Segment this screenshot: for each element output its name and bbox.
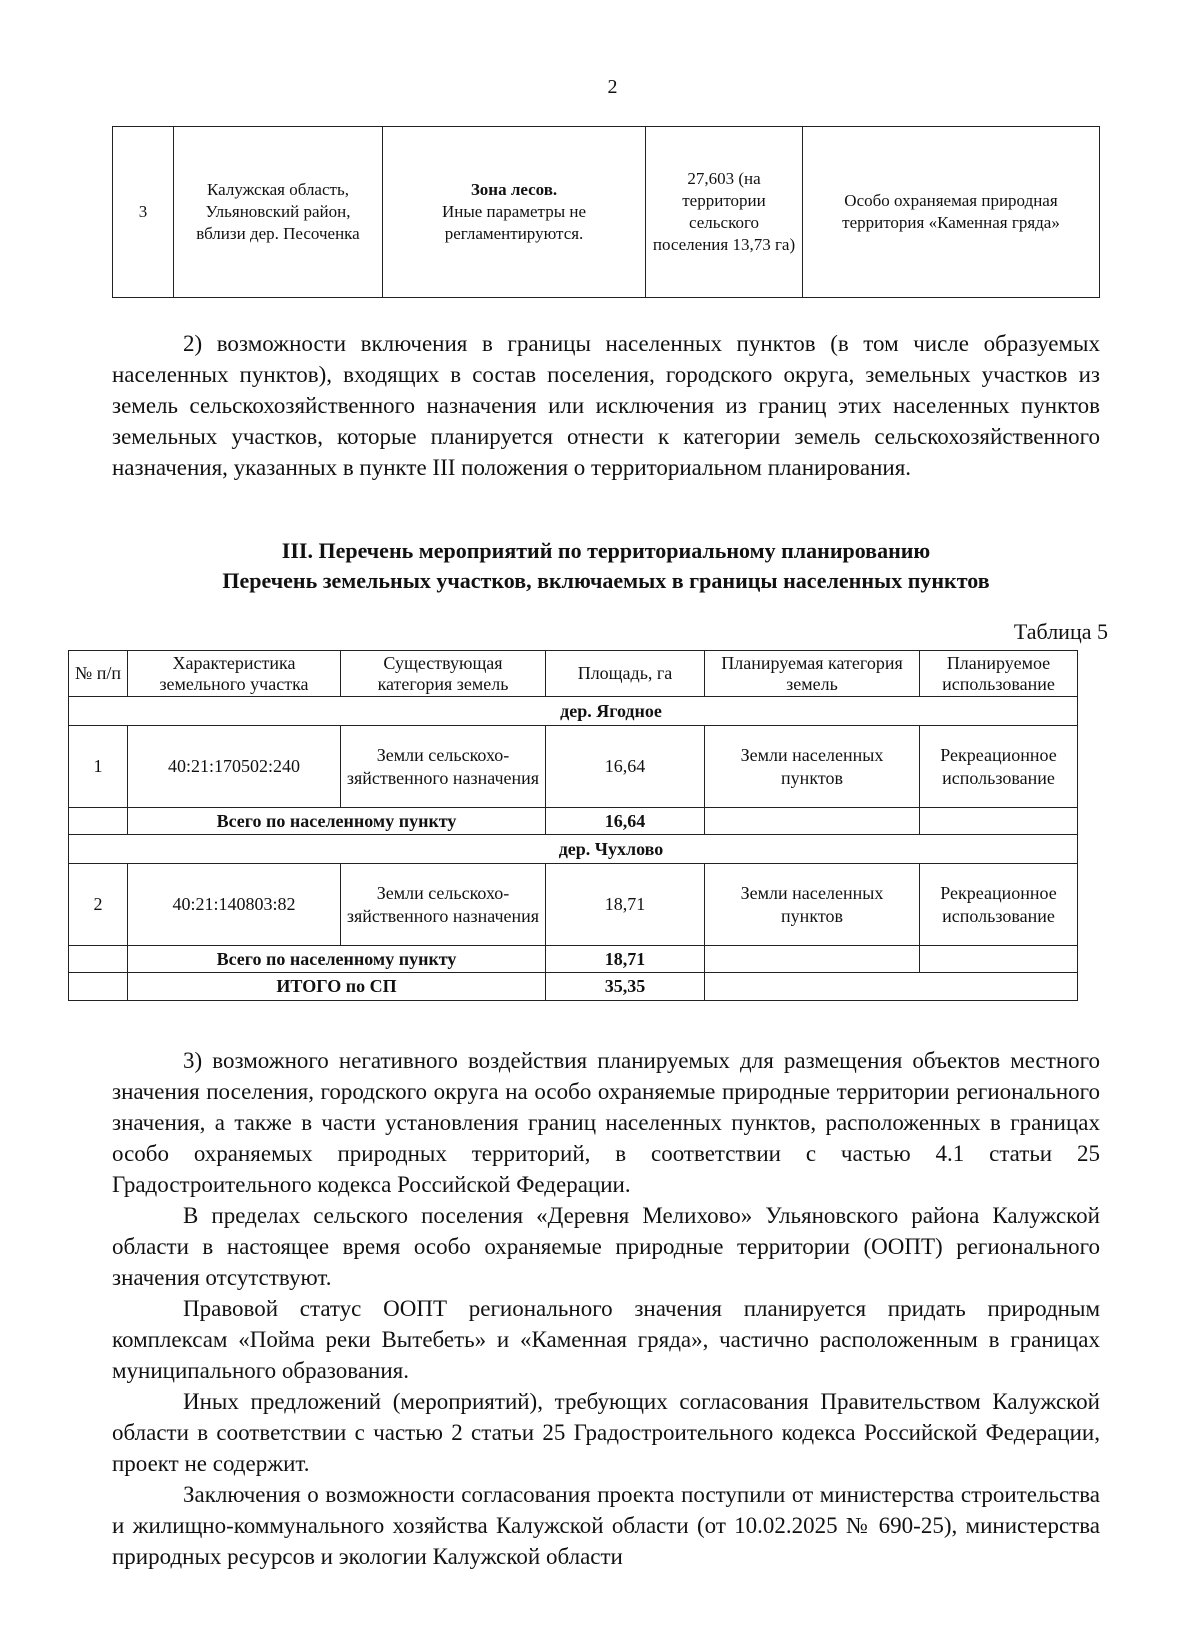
zone-title: Зона лесов.	[470, 180, 558, 199]
header-current-category: Существующая категория земель	[341, 651, 546, 697]
empty-cell	[920, 946, 1078, 973]
paragraph-item-2: 2) возможности включения в границы населенных пунктов (в том числе образуемых населенных пунктов), входящих в состав поселения, городского округа, земельных участков из земель сельскохозяйственного назначения или исключения из границ этих населенных пунктов земельных участков, которые планируется отнести к категории земель сельскохозяйственного назначения, указанных в пункте III положения о территориальном планирования.	[112, 331, 1100, 480]
land-zone-table-continuation	[112, 126, 1100, 298]
section-heading: III. Перечень мероприятий по территориальному планированию	[281, 538, 931, 563]
paragraph-oopt-absent: В пределах сельского поселения «Деревня Мелихово» Ульяновского района Калужской области в настоящее время особо охраняемые природные территории (ООПТ) регионального значения отсутствуют.	[112, 1203, 1100, 1290]
subtotal-value: 18,71	[546, 946, 705, 973]
empty-cell	[920, 808, 1078, 835]
empty-cell	[705, 973, 1078, 1001]
section-subheading: Перечень земельных участков, включаемых в границы населенных пунктов	[222, 568, 990, 593]
header-planned-category: Планируемая категория земель	[705, 651, 920, 697]
parcel-cell: 40:21:170502:240	[128, 726, 341, 808]
row-number-cell: 3	[113, 127, 174, 298]
grand-total-row	[69, 973, 1078, 1001]
land-parcels-table	[68, 650, 1078, 1001]
header-parcel: Характеристика земельного участка	[128, 651, 341, 697]
usage-cell: Рекреационное использование	[920, 864, 1078, 946]
paragraph-other-proposals: Иных предложений (мероприятий), требующих согласования Правительством Калужской области в соответствии с частью 2 статьи 25 Градостроительного кодекса Российской Федерации, проект не содержит.	[112, 1389, 1100, 1476]
zone-cell	[383, 127, 646, 298]
empty-cell	[69, 808, 128, 835]
table-row	[69, 864, 1078, 946]
grand-total-value: 35,35	[546, 973, 705, 1001]
settlement-name: дер. Чухлово	[69, 835, 1078, 864]
parcel-cell: 40:21:140803:82	[128, 864, 341, 946]
table-row	[69, 726, 1078, 808]
planned-category-cell: Земли населенных пунктов	[705, 864, 920, 946]
group-row	[69, 835, 1078, 864]
table-caption: Таблица 5	[1013, 619, 1108, 644]
area-cell: 18,71	[546, 864, 705, 946]
paragraph-conclusions: Заключения о возможности согласования проекта поступили от министерства строительства и жилищно-коммунального хозяйства Калужской области (от 10.02.2025 № 690-25), министерства природных ресурсов и экологии Калужской области	[112, 1482, 1100, 1569]
paragraph-item-3: 3) возможного негативного воздействия планируемых для размещения объектов местного значения поселения, городского округа на особо охраняемые природные территории регионального значения, а также в части установления границ населенных пунктов, расположенных в границах особо охраняемых природных территорий, в соответствии с частью 4.1 статьи 25 Градостроительного кодекса Российской Федерации.	[112, 1048, 1100, 1197]
current-category-cell: Земли сельскохо-зяйственного назначения	[341, 864, 546, 946]
header-usage: Планируемое использование	[920, 651, 1078, 697]
page-number: 2	[607, 76, 618, 98]
settlement-name: дер. Ягодное	[69, 697, 1078, 726]
note-cell: Особо охраняемая природная территория «Каменная гряда»	[803, 127, 1100, 298]
header-area: Площадь, га	[546, 651, 705, 697]
grand-total-label: ИТОГО по СП	[128, 973, 546, 1001]
zone-text: Иные параметры не регламентируются.	[441, 202, 587, 243]
subtotal-row	[69, 808, 1078, 835]
table-header-row	[69, 651, 1078, 697]
planned-category-cell: Земли населенных пунктов	[705, 726, 920, 808]
subtotal-row	[69, 946, 1078, 973]
location-cell: Калужская область, Ульяновский район, вблизи дер. Песоченка	[174, 127, 383, 298]
subtotal-value: 16,64	[546, 808, 705, 835]
usage-cell: Рекреационное использование	[920, 726, 1078, 808]
area-cell: 16,64	[546, 726, 705, 808]
empty-cell	[705, 946, 920, 973]
current-category-cell: Земли сельскохо-зяйственного назначения	[341, 726, 546, 808]
paragraph-oopt-status: Правовой статус ООПТ регионального значения планируется придать природным комплексам «Пойма реки Вытебеть» и «Каменная гряда», частично расположенным в границах муниципального образования.	[112, 1296, 1100, 1383]
subtotal-label: Всего по населенному пункту	[128, 946, 546, 973]
row-number-cell: 1	[69, 726, 128, 808]
subtotal-label: Всего по населенному пункту	[128, 808, 546, 835]
area-cell: 27,603 (на территории сельского поселения 13,73 га)	[646, 127, 803, 298]
empty-cell	[69, 973, 128, 1001]
empty-cell	[705, 808, 920, 835]
header-num: № п/п	[69, 651, 128, 697]
empty-cell	[69, 946, 128, 973]
group-row	[69, 697, 1078, 726]
table-row	[113, 127, 1100, 298]
row-number-cell: 2	[69, 864, 128, 946]
